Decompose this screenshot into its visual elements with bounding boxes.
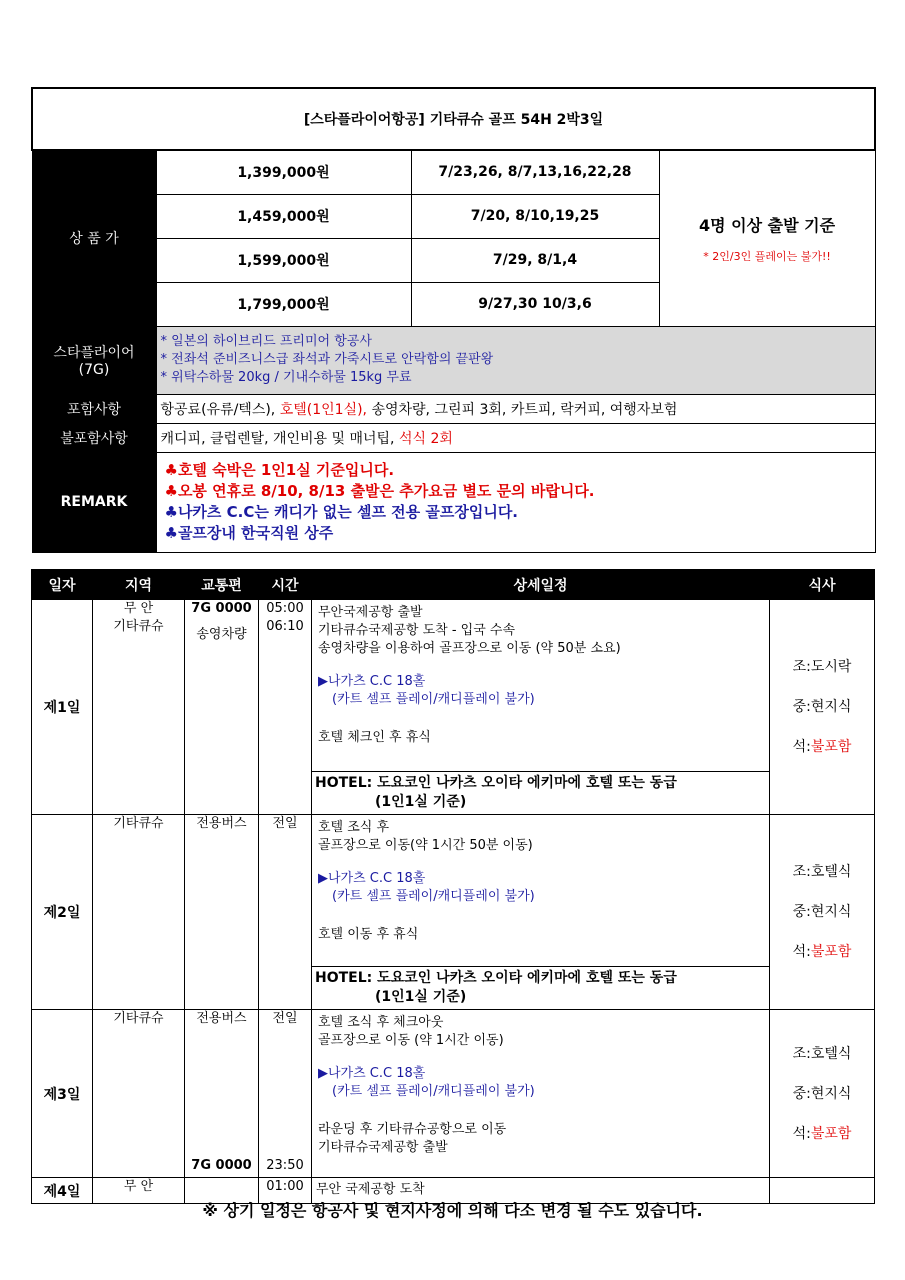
day-label: 제2일 bbox=[32, 815, 93, 1010]
detail-cell: 호텔 조식 후 골프장으로 이동(약 1시간 50분 이동) ▶나가츠 C.C 18홀 (카트 셀프 플레이/캐디플레이 불가) 호텔 이동 후 휴식 HOTEL: 도요코인 나카츠 오이타 에키마에 호텔 또는 동급 (1인1실 기준) bbox=[312, 815, 770, 1010]
detail-cell: 호텔 조식 후 체크아웃 골프장으로 이동 (약 1시간 이동) ▶나가츠 C.C 18홀 (카트 셀프 플레이/캐디플레이 불가) 라운딩 후 기타큐슈공항으로 이동 기타큐슈국제공항 출발 bbox=[312, 1010, 770, 1178]
excluded-text: 캐디피, 클럽렌탈, 개인비용 및 매너팁, 석식 2회 bbox=[156, 423, 875, 452]
header-meal: 식사 bbox=[770, 570, 875, 600]
condition-note: * 2인/3인 플레이는 불가!! bbox=[703, 249, 831, 263]
region-cell: 기타큐슈 bbox=[93, 815, 185, 1010]
price-1: 1,399,000원 bbox=[156, 150, 411, 194]
airline-line-1: * 일본의 하이브리드 프리미어 항공사 bbox=[160, 334, 372, 349]
page-title: [스타플라이어항공] 기타큐슈 골프 54H 2박3일 bbox=[32, 88, 875, 150]
airline-line-3: * 위탁수하물 20kg / 기내수하물 15kg 무료 bbox=[160, 370, 412, 385]
remark-text bbox=[156, 452, 875, 552]
detail-cell: 무안 국제공항 도착 bbox=[312, 1178, 770, 1204]
dates-3: 7/29, 8/1,4 bbox=[411, 238, 659, 282]
header-transport: 교통편 bbox=[185, 570, 259, 600]
region-cell: 기타큐슈 bbox=[93, 1010, 185, 1178]
day-row bbox=[32, 1010, 875, 1178]
header-region: 지역 bbox=[93, 570, 185, 600]
meal-cell: 조:호텔식 중:현지식 석:불포함 bbox=[770, 815, 875, 1010]
hotel-info: HOTEL: 도요코인 나카츠 오이타 에키마에 호텔 또는 동급 (1인1실 기준) bbox=[312, 771, 769, 814]
included-text: 항공료(유류/텍스), 호텔(1인1실), 송영차량, 그린피 3회, 카트피, 락커피, 여행자보험 bbox=[156, 394, 875, 423]
region-cell: 무 안 기타큐슈 bbox=[93, 600, 185, 815]
remark-line-1: ♣호텔 숙박은 1인1실 기준입니다. bbox=[164, 461, 395, 479]
dates-4: 9/27,30 10/3,6 bbox=[411, 282, 659, 326]
header-day: 일자 bbox=[32, 570, 93, 600]
excluded-label: 불포함사항 bbox=[32, 423, 156, 452]
price-2: 1,459,000원 bbox=[156, 194, 411, 238]
price-3: 1,599,000원 bbox=[156, 238, 411, 282]
transport-cell: 전용버스 bbox=[185, 815, 259, 1010]
time-cell: 01:00 bbox=[259, 1178, 312, 1204]
price-label: 상 품 가 bbox=[32, 150, 156, 326]
condition-cell bbox=[659, 150, 875, 326]
meal-cell: 조:호텔식 중:현지식 석:불포함 bbox=[770, 1010, 875, 1178]
day-row bbox=[32, 815, 875, 1010]
schedule-table bbox=[31, 569, 875, 1204]
remark-line-3: ♣나카츠 C.C는 캐디가 없는 셀프 전용 골프장입니다. bbox=[164, 503, 519, 521]
time-cell: 전일 23:50 bbox=[259, 1010, 312, 1178]
meal-cell: 조:도시락 중:현지식 석:불포함 bbox=[770, 600, 875, 815]
detail-cell: 무안국제공항 출발 기타큐슈국제공항 도착 - 입국 수속 송영차량을 이용하여 골프장으로 이동 (약 50분 소요) ▶나가츠 C.C 18홀 (카트 셀프 플레이/캐디플레이 불가) 호텔 체크인 후 휴식 HOTEL: 도요코인 나카츠 오이타 에키마에 호텔 또는 동급 (1인1실 기준) bbox=[312, 600, 770, 815]
header-time: 시간 bbox=[259, 570, 312, 600]
region-cell: 무 안 bbox=[93, 1178, 185, 1204]
included-label: 포함사항 bbox=[32, 394, 156, 423]
day-row bbox=[32, 600, 875, 815]
airline-label: 스타플라이어 (7G) bbox=[32, 326, 156, 394]
transport-cell: 전용버스 7G 0000 bbox=[185, 1010, 259, 1178]
remark-label: REMARK bbox=[32, 452, 156, 552]
price-4: 1,799,000원 bbox=[156, 282, 411, 326]
condition-main: 4명 이상 출발 기준 bbox=[699, 215, 836, 235]
time-cell: 05:00 06:10 bbox=[259, 600, 312, 815]
product-info-table bbox=[31, 87, 876, 553]
airline-line-2: * 전좌석 준비즈니스급 좌석과 가죽시트로 안락함의 끝판왕 bbox=[160, 352, 494, 367]
remark-line-2: ♣오봉 연휴로 8/10, 8/13 출발은 추가요금 별도 문의 바랍니다. bbox=[164, 482, 595, 500]
remark-line-4: ♣골프장내 한국직원 상주 bbox=[164, 524, 334, 542]
time-cell: 전일 bbox=[259, 815, 312, 1010]
dates-2: 7/20, 8/10,19,25 bbox=[411, 194, 659, 238]
airline-info bbox=[156, 326, 875, 394]
hotel-info: HOTEL: 도요코인 나카츠 오이타 에키마에 호텔 또는 동급 (1인1실 기준) bbox=[312, 966, 769, 1009]
header-detail: 상세일정 bbox=[312, 570, 770, 600]
transport-cell: 7G 0000 송영차량 bbox=[185, 600, 259, 815]
day-label: 제1일 bbox=[32, 600, 93, 815]
dates-1: 7/23,26, 8/7,13,16,22,28 bbox=[411, 150, 659, 194]
day-label: 제4일 bbox=[32, 1178, 93, 1204]
footer-note: ※ 상기 일정은 항공사 및 현지사정에 의해 다소 변경 될 수도 있습니다. bbox=[202, 1201, 703, 1220]
day-label: 제3일 bbox=[32, 1010, 93, 1178]
